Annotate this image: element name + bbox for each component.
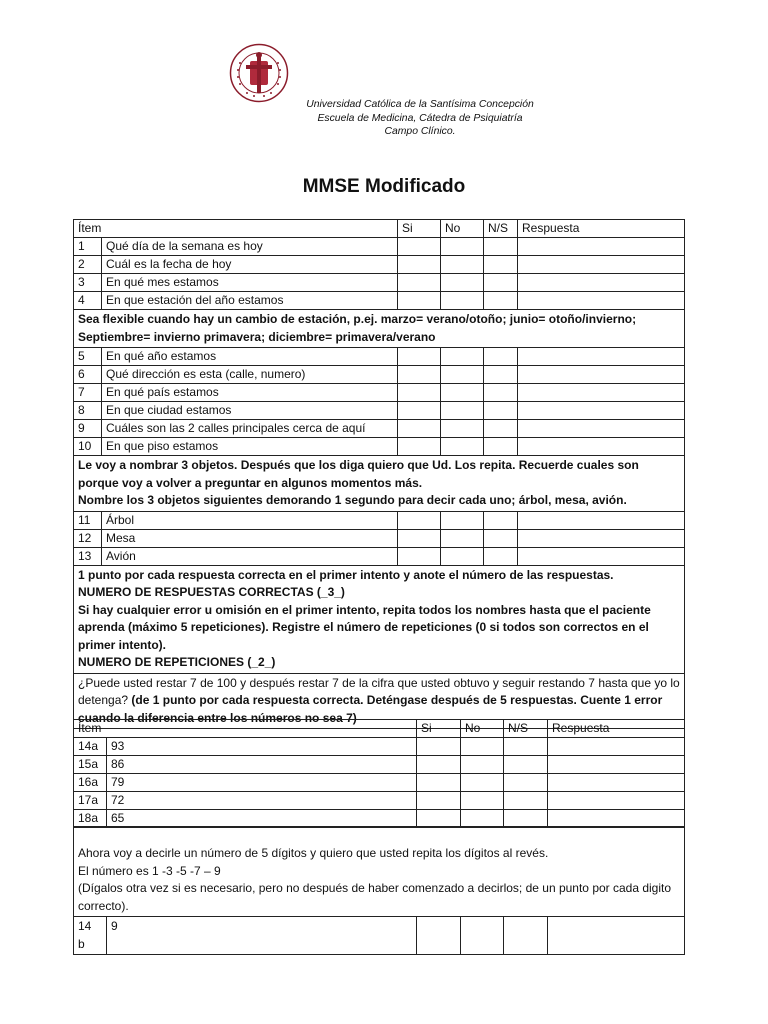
mmse-table-subtraction bbox=[73, 719, 685, 828]
header-si: Si bbox=[398, 220, 441, 238]
answer-no-cell[interactable] bbox=[461, 917, 504, 955]
digits-instruction bbox=[74, 827, 685, 917]
item-value: 9 bbox=[107, 917, 417, 955]
answer-response-cell[interactable] bbox=[548, 738, 685, 756]
answer-si-cell[interactable] bbox=[398, 402, 441, 420]
table-row bbox=[74, 792, 685, 810]
mmse-table-digits bbox=[73, 826, 685, 955]
item-value: 93 bbox=[107, 738, 417, 756]
item-number: 5 bbox=[74, 348, 102, 366]
answer-response-cell[interactable] bbox=[548, 917, 685, 955]
answer-si-cell[interactable] bbox=[417, 738, 461, 756]
answer-no-cell[interactable] bbox=[441, 348, 484, 366]
item-number: 1 bbox=[74, 238, 102, 256]
answer-ns-cell[interactable] bbox=[484, 402, 518, 420]
answer-no-cell[interactable] bbox=[441, 384, 484, 402]
instruction-row bbox=[74, 827, 685, 917]
item-question: Cuál es la fecha de hoy bbox=[102, 256, 398, 274]
season-note: Sea flexible cuando hay un cambio de estación, p.ej. marzo= verano/otoño; junio= otoño/invierno; Septiembre= invierno primavera; diciembre= primavera/verano bbox=[74, 310, 685, 348]
answer-ns-cell[interactable] bbox=[484, 292, 518, 310]
table-row bbox=[74, 756, 685, 774]
item-question: En qué mes estamos bbox=[102, 274, 398, 292]
school-name: Escuela de Medicina, Cátedra de Psiquiatría bbox=[317, 112, 523, 124]
table-row bbox=[74, 438, 685, 456]
header-si: Si bbox=[417, 720, 461, 738]
answer-no-cell[interactable] bbox=[461, 792, 504, 810]
objects-note-1: Le voy a nombrar 3 objetos. Después que los diga quiero que Ud. Los repita. Recuerde cuales son porque voy a volver a preguntar en algunos momentos más. bbox=[78, 458, 639, 490]
answer-no-cell[interactable] bbox=[441, 238, 484, 256]
table-row bbox=[74, 547, 685, 565]
item-number: 7 bbox=[74, 384, 102, 402]
table-row bbox=[74, 529, 685, 547]
item-number: 13 bbox=[74, 547, 102, 565]
answer-ns-cell[interactable] bbox=[504, 774, 548, 792]
item-question: Mesa bbox=[102, 529, 398, 547]
answer-response-cell[interactable] bbox=[518, 529, 685, 547]
instruction-row bbox=[74, 565, 685, 673]
answer-si-cell[interactable] bbox=[417, 756, 461, 774]
answer-ns-cell[interactable] bbox=[484, 348, 518, 366]
campus-name: Campo Clínico. bbox=[384, 126, 456, 137]
answer-response-cell[interactable] bbox=[548, 774, 685, 792]
table-row bbox=[74, 256, 685, 274]
item-number bbox=[74, 917, 107, 955]
university-seal-icon bbox=[229, 43, 289, 103]
header-no: No bbox=[461, 720, 504, 738]
item-number: 11 bbox=[74, 511, 102, 529]
answer-si-cell[interactable] bbox=[398, 274, 441, 292]
header-respuesta: Respuesta bbox=[548, 720, 685, 738]
header-item: Ítem bbox=[74, 720, 417, 738]
answer-si-cell[interactable] bbox=[398, 420, 441, 438]
item-number: 10 bbox=[74, 438, 102, 456]
table-header-row bbox=[74, 720, 685, 738]
answer-no-cell[interactable] bbox=[441, 366, 484, 384]
answer-no-cell[interactable] bbox=[441, 256, 484, 274]
item-question: Cuáles son las 2 calles principales cerca de aquí bbox=[102, 420, 398, 438]
answer-ns-cell[interactable] bbox=[504, 792, 548, 810]
table-row bbox=[74, 384, 685, 402]
answer-response-cell[interactable] bbox=[518, 348, 685, 366]
answer-response-cell[interactable] bbox=[518, 292, 685, 310]
answer-si-cell[interactable] bbox=[398, 547, 441, 565]
item-question: En qué año estamos bbox=[102, 348, 398, 366]
answer-ns-cell[interactable] bbox=[484, 366, 518, 384]
answer-response-cell[interactable] bbox=[518, 384, 685, 402]
answer-response-cell[interactable] bbox=[548, 756, 685, 774]
answer-response-cell[interactable] bbox=[548, 810, 685, 828]
answer-no-cell[interactable] bbox=[441, 529, 484, 547]
answer-si-cell[interactable] bbox=[398, 348, 441, 366]
digits-note-1: Ahora voy a decirle un número de 5 dígitos y quiero que usted repita los dígitos al revés. bbox=[78, 846, 549, 860]
answer-response-cell[interactable] bbox=[518, 547, 685, 565]
table-row bbox=[74, 292, 685, 310]
table-row bbox=[74, 238, 685, 256]
header-ns: N/S bbox=[504, 720, 548, 738]
item-question: En que piso estamos bbox=[102, 438, 398, 456]
table-row bbox=[74, 511, 685, 529]
answer-ns-cell[interactable] bbox=[484, 420, 518, 438]
item-question: Qué día de la semana es hoy bbox=[102, 238, 398, 256]
answer-response-cell[interactable] bbox=[518, 402, 685, 420]
table-header-row bbox=[74, 220, 685, 238]
answer-ns-cell[interactable] bbox=[484, 529, 518, 547]
header-no: No bbox=[441, 220, 484, 238]
answer-si-cell[interactable] bbox=[398, 511, 441, 529]
item-question: En qué país estamos bbox=[102, 384, 398, 402]
item-question: Qué dirección es esta (calle, numero) bbox=[102, 366, 398, 384]
answer-ns-cell[interactable] bbox=[484, 547, 518, 565]
answer-si-cell[interactable] bbox=[398, 238, 441, 256]
answer-si-cell[interactable] bbox=[398, 384, 441, 402]
item-number-part: 14 bbox=[78, 919, 92, 933]
item-number: 18a bbox=[74, 810, 107, 828]
table-row bbox=[74, 738, 685, 756]
answer-response-cell[interactable] bbox=[518, 420, 685, 438]
answer-ns-cell[interactable] bbox=[504, 738, 548, 756]
subtraction-scoring: (de 1 punto por cada respuesta correcta. Deténgase después de 5 respuestas. Cuente 1 error cuando la diferencia entre los números no sea 7) bbox=[78, 693, 663, 725]
answer-no-cell[interactable] bbox=[441, 420, 484, 438]
item-number-suffix: b bbox=[78, 936, 85, 951]
answer-si-cell[interactable] bbox=[398, 292, 441, 310]
answer-si-cell[interactable] bbox=[417, 810, 461, 828]
answer-si-cell[interactable] bbox=[417, 917, 461, 955]
answer-ns-cell[interactable] bbox=[484, 256, 518, 274]
answer-response-cell[interactable] bbox=[518, 238, 685, 256]
table-row bbox=[74, 420, 685, 438]
answer-response-cell[interactable] bbox=[518, 274, 685, 292]
correct-answers-count: NUMERO DE RESPUESTAS CORRECTAS (_3_) bbox=[78, 585, 345, 599]
item-number: 12 bbox=[74, 529, 102, 547]
answer-no-cell[interactable] bbox=[441, 274, 484, 292]
answer-ns-cell[interactable] bbox=[484, 438, 518, 456]
header-item: Ítem bbox=[74, 220, 398, 238]
answer-no-cell[interactable] bbox=[461, 756, 504, 774]
answer-response-cell[interactable] bbox=[518, 256, 685, 274]
answer-no-cell[interactable] bbox=[461, 774, 504, 792]
subtraction-question: ¿Puede usted restar 7 de 100 y después restar 7 de la cifra que usted obtuvo y seguir restando 7 hasta que yo lo detenga? bbox=[78, 675, 680, 707]
answer-si-cell[interactable] bbox=[398, 529, 441, 547]
item-value: 86 bbox=[107, 756, 417, 774]
scoring-instruction bbox=[74, 565, 685, 673]
header-respuesta: Respuesta bbox=[518, 220, 685, 238]
objects-note-2: Nombre los 3 objetos siguientes demorando 1 segundo para decir cada uno; árbol, mesa, avión. bbox=[78, 493, 627, 507]
answer-no-cell[interactable] bbox=[461, 738, 504, 756]
item-number: 15a bbox=[74, 756, 107, 774]
answer-no-cell[interactable] bbox=[441, 547, 484, 565]
instruction-row bbox=[74, 456, 685, 512]
answer-si-cell[interactable] bbox=[398, 366, 441, 384]
answer-ns-cell[interactable] bbox=[484, 384, 518, 402]
objects-instruction bbox=[74, 456, 685, 512]
item-number: 2 bbox=[74, 256, 102, 274]
table-row bbox=[74, 348, 685, 366]
answer-response-cell[interactable] bbox=[518, 438, 685, 456]
item-value: 72 bbox=[107, 792, 417, 810]
answer-si-cell[interactable] bbox=[417, 774, 461, 792]
table-row bbox=[74, 366, 685, 384]
table-row bbox=[74, 774, 685, 792]
score-note-1: 1 punto por cada respuesta correcta en el primer intento y anote el número de las respuestas. bbox=[78, 567, 614, 582]
answer-no-cell[interactable] bbox=[441, 438, 484, 456]
answer-si-cell[interactable] bbox=[417, 792, 461, 810]
page-title: MMSE Modificado bbox=[302, 176, 466, 197]
digits-number: El número es 1 -3 -5 -7 – 9 bbox=[78, 863, 221, 878]
item-question: Árbol bbox=[102, 511, 398, 529]
answer-ns-cell[interactable] bbox=[484, 238, 518, 256]
table-row bbox=[74, 274, 685, 292]
item-number: 6 bbox=[74, 366, 102, 384]
mmse-table-orientation bbox=[73, 219, 685, 729]
answer-si-cell[interactable] bbox=[398, 256, 441, 274]
repetitions-count: NUMERO DE REPETICIONES (_2_) bbox=[78, 655, 276, 669]
digits-note-3: (Dígalos otra vez si es necesario, pero no después de haber comenzado a decirlos; de un punto por cada digito correcto). bbox=[78, 881, 672, 913]
item-number: 3 bbox=[74, 274, 102, 292]
answer-ns-cell[interactable] bbox=[484, 511, 518, 529]
answer-ns-cell[interactable] bbox=[504, 756, 548, 774]
institution-header bbox=[270, 98, 570, 139]
answer-ns-cell[interactable] bbox=[484, 274, 518, 292]
answer-response-cell[interactable] bbox=[518, 366, 685, 384]
header-ns: N/S bbox=[484, 220, 518, 238]
answer-no-cell[interactable] bbox=[461, 810, 504, 828]
item-number: 17a bbox=[74, 792, 107, 810]
table-row bbox=[74, 917, 685, 955]
table-row bbox=[74, 810, 685, 828]
item-question: Avión bbox=[102, 547, 398, 565]
item-value: 65 bbox=[107, 810, 417, 828]
item-number: 9 bbox=[74, 420, 102, 438]
answer-si-cell[interactable] bbox=[398, 438, 441, 456]
table-row bbox=[74, 402, 685, 420]
answer-no-cell[interactable] bbox=[441, 402, 484, 420]
answer-response-cell[interactable] bbox=[518, 511, 685, 529]
instruction-row bbox=[74, 310, 685, 348]
answer-response-cell[interactable] bbox=[548, 792, 685, 810]
item-number: 8 bbox=[74, 402, 102, 420]
item-number: 14a bbox=[74, 738, 107, 756]
item-number: 4 bbox=[74, 292, 102, 310]
answer-no-cell[interactable] bbox=[441, 292, 484, 310]
answer-ns-cell[interactable] bbox=[504, 917, 548, 955]
item-value: 79 bbox=[107, 774, 417, 792]
score-note-3: Si hay cualquier error u omisión en el primer intento, repita todos los nombres hasta que el paciente aprenda (máximo 5 repeticiones). Registre el número de repeticiones (0 si todos son correctos en el primer intento). bbox=[78, 602, 651, 652]
answer-no-cell[interactable] bbox=[441, 511, 484, 529]
item-number: 16a bbox=[74, 774, 107, 792]
item-question: En que estación del año estamos bbox=[102, 292, 398, 310]
institution-name: Universidad Católica de la Santísima Concepción bbox=[306, 99, 534, 110]
item-question: En que ciudad estamos bbox=[102, 402, 398, 420]
answer-ns-cell[interactable] bbox=[504, 810, 548, 828]
